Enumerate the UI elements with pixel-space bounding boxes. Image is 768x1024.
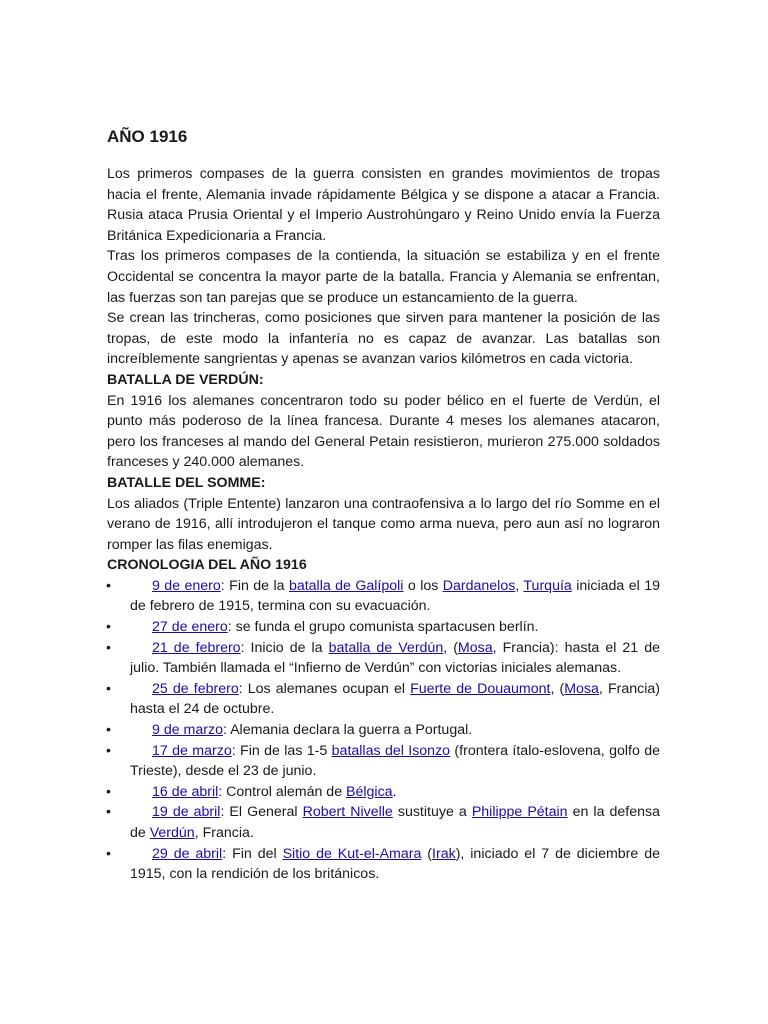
bullet-icon: •	[106, 804, 111, 821]
chronology-text: : Alemania declara la guerra a Portugal.	[222, 722, 473, 739]
chronology-text: : se funda el grupo comunista spartacusen berlín.	[227, 619, 539, 636]
chronology-link[interactable]: Sitio de Kut-el-Amara	[282, 845, 422, 862]
verdun-heading: BATALLA DE VERDÚN:	[107, 371, 264, 388]
chronology-text: : Inicio de la	[240, 639, 329, 656]
bullet-icon: •	[106, 722, 111, 739]
chronology-link[interactable]: 9 de marzo	[152, 722, 223, 739]
chronology-text: , Francia.	[194, 825, 254, 841]
chronology-text: : Fin del	[222, 845, 283, 862]
chronology-heading: CRONOLOGIA DEL AÑO 1916	[107, 557, 307, 574]
chronology-item	[107, 720, 660, 741]
chronology-text: : Fin de la	[220, 577, 289, 594]
chronology-item	[107, 638, 660, 679]
chronology-link[interactable]: Mosa	[564, 680, 599, 697]
verdun-paragraph: En 1916 los alemanes concentraron todo su poder bélico en el fuerte de Verdún, el punto más poderoso de la línea francesa. Durante 4 meses los alemanes atacaron, pero los franceses al mando del General Petain resistieron, murieron 275.000 soldados franceses y 240.000 alemanes.	[107, 392, 660, 471]
chronology-text: ), iniciado el 7 de diciembre de 1915, con la rendición de los británicos.	[130, 845, 660, 883]
chronology-text: (frontera ítalo-eslovena, golfo de Trieste), desde el 23 de junio.	[130, 742, 660, 780]
chronology-item	[107, 782, 660, 803]
chronology-link[interactable]: 17 de marzo	[152, 742, 232, 759]
chronology-text: ,	[515, 577, 524, 594]
bullet-icon: •	[106, 742, 111, 759]
chronology-item	[107, 679, 660, 720]
bullet-icon: •	[106, 639, 111, 656]
chronology-link[interactable]: Irak	[432, 845, 456, 862]
chronology-link[interactable]: 16 de abril	[152, 783, 219, 800]
chronology-text: , Francia): hasta el 21 de julio. También llamada el “Infierno de Verdún” con victorias iniciales alemanas.	[130, 639, 661, 677]
intro-paragraph-1: Los primeros compases de la guerra consisten en grandes movimientos de tropas hacia el frente, Alemania invade rápidamente Bélgica y se dispone a atacar a Francia. Rusia ataca Prusia Oriental y el Imperio Austrohúngaro y Reino Unido envía la Fuerza Británica Expedicionaria a Francia.	[107, 166, 660, 244]
somme-heading: BATALLE DEL SOMME:	[107, 474, 266, 491]
chronology-text: sustituye a	[392, 804, 472, 821]
chronology-link[interactable]: 27 de enero	[152, 619, 228, 636]
bullet-icon: •	[106, 577, 111, 594]
chronology-item	[107, 617, 660, 638]
chronology-list	[107, 576, 660, 885]
intro-paragraph-3: Se crean las trincheras, como posiciones que sirven para mantener la posición de las tropas, de este modo la infantería no es capaz de avanzar. Las batallas son increíblemente sangrientas y apenas se avanzan varios kilómetros en cada victoria.	[107, 310, 660, 368]
chronology-link[interactable]: batallas del Isonzo	[331, 742, 451, 759]
chronology-link[interactable]: 21 de febrero	[152, 639, 241, 656]
chronology-text: en la defensa de	[130, 804, 660, 841]
chronology-link[interactable]: 19 de abril	[152, 804, 221, 821]
chronology-text: iniciada el 19 de febrero de 1915, termina con su evacuación.	[130, 577, 660, 615]
page-title: AÑO 1916	[107, 127, 188, 146]
chronology-text: (	[421, 845, 433, 862]
chronology-link[interactable]: 29 de abril	[152, 845, 223, 862]
bullet-icon: •	[106, 680, 111, 697]
chronology-link[interactable]: Philippe Pétain	[471, 804, 568, 821]
chronology-link[interactable]: batalla de Verdún	[328, 639, 444, 656]
chronology-item	[107, 576, 660, 617]
chronology-text: : Control alemán de	[218, 783, 347, 800]
chronology-text: : Los alemanes ocupan el	[238, 680, 411, 697]
chronology-text: o los	[403, 577, 443, 594]
chronology-text: .	[392, 783, 397, 800]
bullet-icon: •	[106, 845, 111, 862]
document-body	[107, 126, 660, 885]
chronology-link[interactable]: Dardanelos	[442, 577, 516, 594]
chronology-link[interactable]: 25 de febrero	[152, 680, 239, 697]
chronology-text: , Francia) hasta el 24 de octubre.	[130, 680, 660, 718]
chronology-link[interactable]: Mosa	[457, 639, 493, 656]
chronology-text: , (	[550, 680, 565, 697]
chronology-link[interactable]: Robert Nivelle	[302, 804, 393, 821]
chronology-item	[107, 741, 660, 782]
chronology-text: : El General	[220, 804, 303, 821]
chronology-text: , (	[443, 639, 458, 656]
chronology-link[interactable]: Verdún	[149, 825, 195, 841]
bullet-icon: •	[106, 783, 111, 800]
intro-paragraph-2: Tras los primeros compases de la contienda, la situación se estabiliza y en el frente Occidental se concentra la mayor parte de la batalla. Francia y Alemania se enfrentan, las fuerzas son tan parejas que se produce un estancamiento de la guerra.	[107, 248, 660, 306]
chronology-link[interactable]: Turquía	[523, 577, 572, 594]
chronology-link[interactable]: Bélgica	[346, 783, 393, 800]
chronology-text: : Fin de las 1-5	[231, 742, 332, 759]
chronology-link[interactable]: batalla de Galípoli	[288, 577, 404, 594]
somme-paragraph: Los aliados (Triple Entente) lanzaron una contraofensiva a lo largo del río Somme en el verano de 1916, allí introdujeron el tanque como arma nueva, pero aun así no lograron romper las filas enemigas.	[107, 495, 660, 553]
chronology-link[interactable]: 9 de enero	[152, 577, 221, 594]
chronology-item	[107, 844, 660, 885]
chronology-item	[107, 802, 660, 843]
chronology-link[interactable]: Fuerte de Douaumont	[410, 680, 551, 697]
bullet-icon: •	[106, 619, 111, 636]
